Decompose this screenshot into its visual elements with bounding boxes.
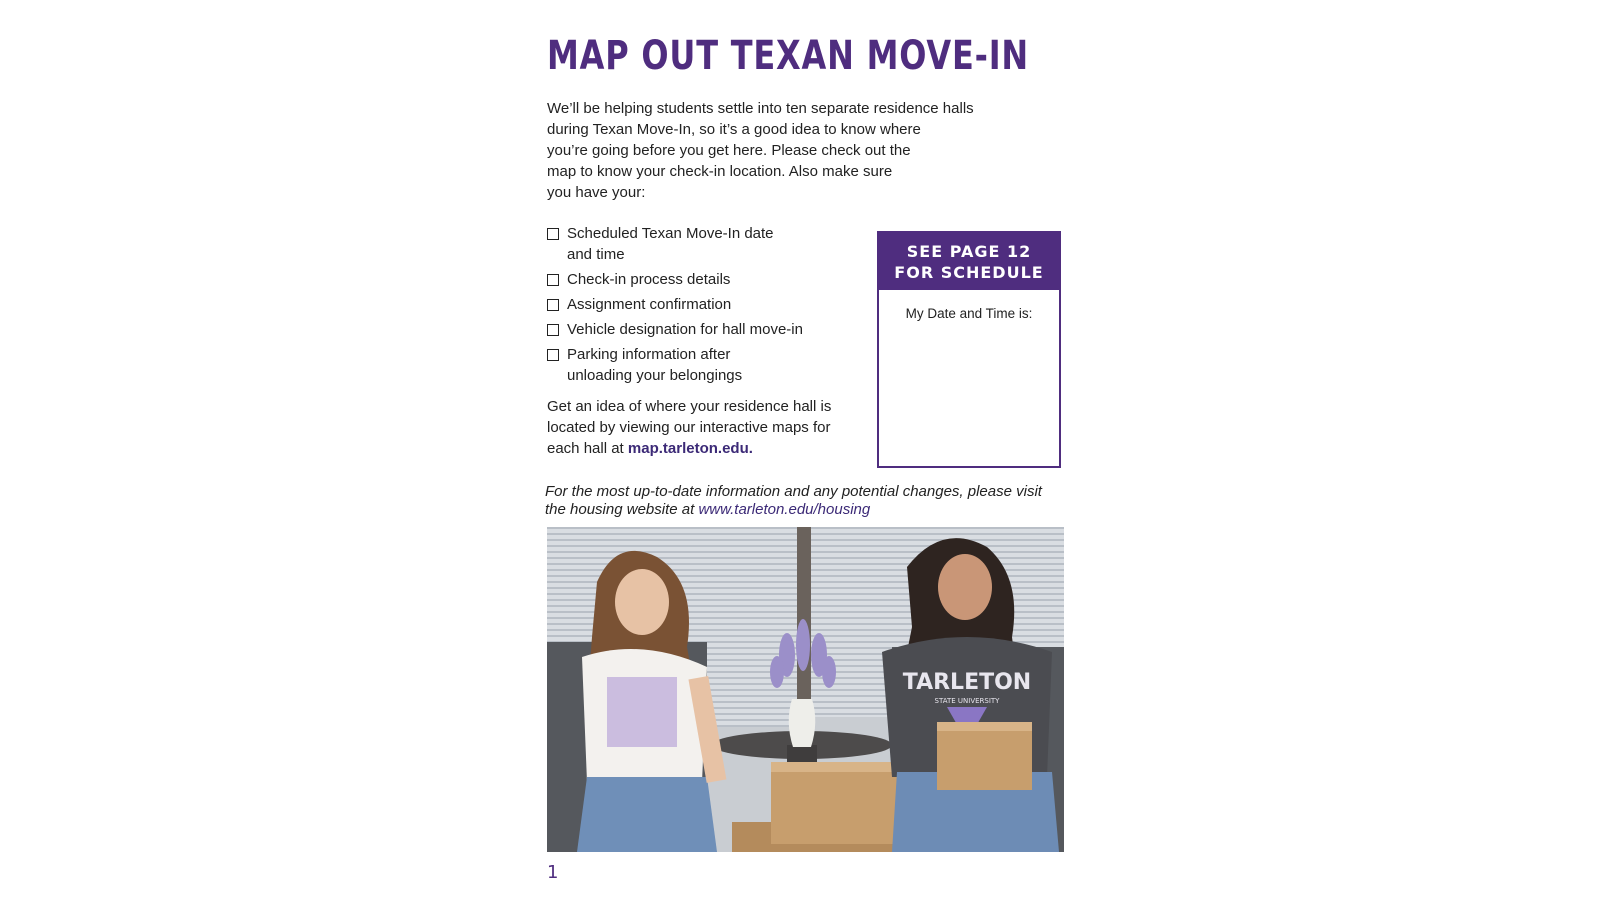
checklist-item xyxy=(547,223,847,265)
page-number: 1 xyxy=(547,862,559,883)
checklist-item-label: Check-in process details xyxy=(567,271,731,288)
map-info-prefix: each hall at xyxy=(547,440,628,457)
footnote-prefix: the housing website at xyxy=(545,501,699,518)
schedule-heading-line: FOR SCHEDULE xyxy=(894,262,1044,282)
checkbox-icon xyxy=(547,299,559,311)
schedule-box-heading xyxy=(879,233,1059,290)
checklist-item xyxy=(547,319,847,340)
intro-line: you have your: xyxy=(547,184,646,201)
checklist-item xyxy=(547,294,847,315)
intro-line: you’re going before you get here. Please check out the xyxy=(547,142,911,159)
schedule-box xyxy=(877,231,1061,468)
checklist-item-label: Assignment confirmation xyxy=(567,296,732,313)
intro-line: map to know your check-in location. Also make sure xyxy=(547,163,893,180)
intro-line: We’ll be helping students settle into ten separate residence halls xyxy=(547,100,974,117)
map-info-line xyxy=(547,438,857,459)
checklist-item-label: Parking information after xyxy=(567,346,731,363)
map-info-line: Get an idea of where your residence hall is xyxy=(547,398,832,415)
checklist-item-label: unloading your belongings xyxy=(567,367,743,384)
map-info-line: located by viewing our interactive maps for xyxy=(547,419,831,436)
checklist-item-label: Vehicle designation for hall move-in xyxy=(567,321,803,338)
checkbox-icon xyxy=(547,274,559,286)
map-link[interactable]: map.tarleton.edu. xyxy=(627,440,753,457)
footnote-line xyxy=(545,501,1070,519)
checkbox-icon xyxy=(547,228,559,240)
map-info-paragraph xyxy=(547,396,857,459)
housing-footnote xyxy=(545,483,1070,519)
checkbox-icon xyxy=(547,324,559,336)
intro-paragraph xyxy=(547,98,992,203)
checklist-item xyxy=(547,344,847,386)
schedule-heading-line: SEE PAGE 12 xyxy=(906,241,1032,261)
checklist-item xyxy=(547,269,847,290)
intro-line: during Texan Move-In, so it’s a good idea to know where xyxy=(547,121,921,138)
housing-link[interactable]: www.tarleton.edu/housing xyxy=(698,501,871,518)
shirt-text: TARLETON xyxy=(902,670,1032,695)
checkbox-icon xyxy=(547,349,559,361)
date-time-label: My Date and Time is: xyxy=(905,306,1033,321)
footnote-line: For the most up-to-date information and any potential changes, please visit xyxy=(545,483,1042,500)
checklist-item-label: and time xyxy=(567,246,625,263)
page-title: MAP OUT TEXAN MOVE-IN xyxy=(547,33,1029,79)
students-photo xyxy=(547,527,1064,852)
checklist-item-label: Scheduled Texan Move-In date xyxy=(567,225,774,242)
move-in-checklist xyxy=(547,223,847,390)
students-photo-illustration xyxy=(547,527,1064,852)
shirt-subtext: STATE UNIVERSITY xyxy=(934,697,1000,705)
